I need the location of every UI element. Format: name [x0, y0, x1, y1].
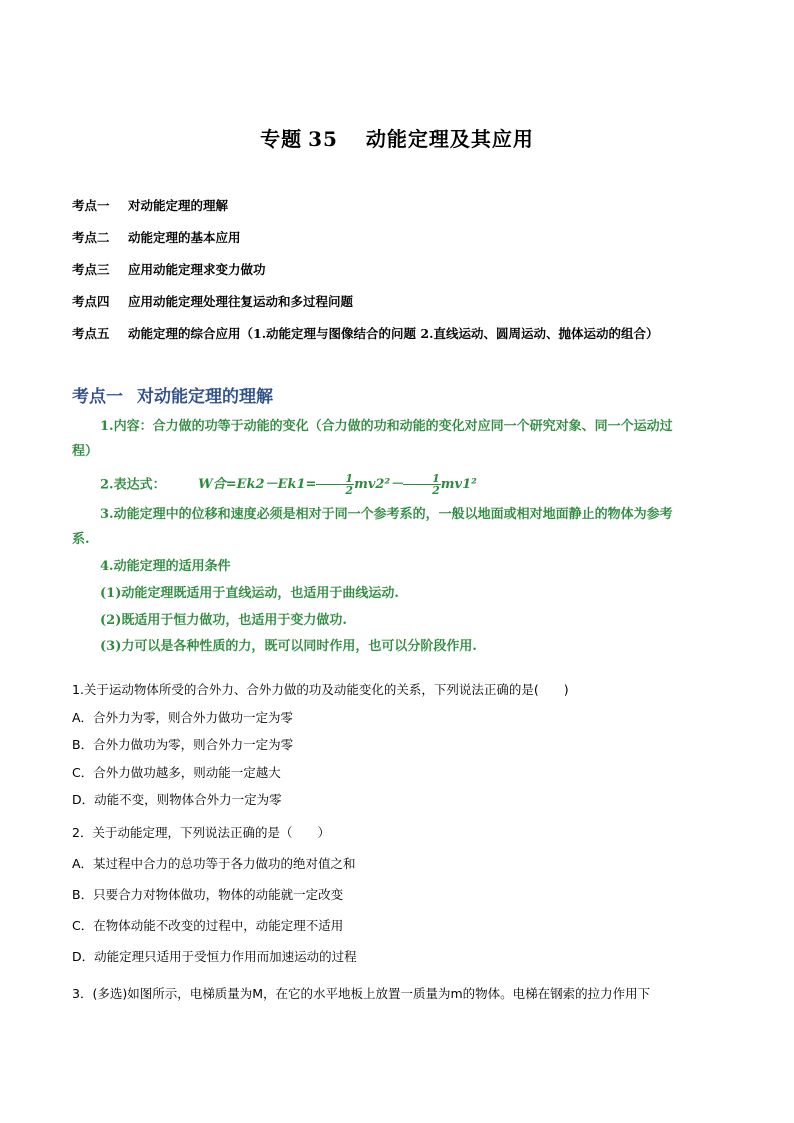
title-text: 动能定理及其应用 — [365, 127, 534, 151]
toc-item: 考点三 应用动能定理求变力做功 — [72, 262, 266, 277]
content-p3: 3.动能定理中的位移和速度必须是相对于同一个参考系的，一般以地面或相对地面静止的物体为参考 — [100, 507, 673, 522]
option-a: A．某过程中合力的总功等于各力做功的绝对值之和 — [72, 856, 356, 871]
toc-item: 考点四 应用动能定理处理往复运动和多过程问题 — [72, 294, 354, 309]
table-of-contents — [72, 196, 772, 356]
question-1 — [72, 676, 742, 814]
content-p4: 4.动能定理的适用条件 — [100, 559, 231, 574]
toc-item: 考点一 对动能定理的理解 — [72, 198, 229, 213]
question-2 — [72, 817, 742, 972]
content-p4-3: (3)力可以是各种性质的力，既可以同时作用，也可以分阶段作用. — [100, 639, 477, 654]
option-c: C．合外力做功越多，则动能一定越大 — [72, 764, 281, 780]
option-a: A．合外力为零，则合外力做功一定为零 — [72, 709, 294, 725]
kinetic-energy-formula: W合=Ek2－Ek1= $\frac{1}{2}$ mv2²－ $\frac{1}{2}$ mv1² — [198, 472, 477, 497]
content-block — [72, 414, 732, 661]
page-title — [0, 123, 794, 152]
option-d: D．动能不变，则物体合外力一定为零 — [72, 792, 282, 807]
option-b: B．只要合力对物体做功，物体的动能就一定改变 — [72, 887, 344, 902]
question-stem: 1.关于运动物体所受的合外力、合外力做的功及动能变化的关系，下列说法正确的是( ) — [72, 682, 569, 697]
toc-item: 考点二 动能定理的基本应用 — [72, 230, 241, 245]
question-stem: 3．(多选)如图所示，电梯质量为M，在它的水平地板上放置一质量为m的物体。电梯在钢索的拉力作用下 — [72, 986, 651, 1001]
content-p4-2: (2)既适用于恒力做功，也适用于变力做功. — [100, 612, 347, 628]
question-3 — [72, 980, 742, 1008]
option-b: B．合外力做功为零，则合外力一定为零 — [72, 737, 294, 752]
content-p2: 2.表达式： W合=Ek2－Ek1= $\frac{1}{2}$ mv2²－ $\frac{1}{2}$ mv1² — [72, 468, 732, 502]
content-p4-1: (1)动能定理既适用于直线运动，也适用于曲线运动. — [100, 586, 399, 601]
option-c: C．在物体动能不改变的过程中，动能定理不适用 — [72, 918, 344, 933]
content-p1-cont: 程） — [72, 444, 99, 459]
content-p3-cont: 系. — [72, 532, 90, 547]
content-p1: 1.内容：合力做的功等于动能的变化（合力做的功和动能的变化对应同一个研究对象、同一个运动过 — [100, 419, 673, 434]
option-d: D．动能定理只适用于受恒力作用而加速运动的过程 — [72, 949, 357, 964]
title-prefix: 专题 — [260, 127, 303, 151]
title-number: 35 — [308, 127, 338, 151]
question-stem: 2．关于动能定理，下列说法正确的是（ ） — [72, 825, 330, 840]
section-heading: 考点一 对动能定理的理解 — [72, 387, 273, 407]
toc-item: 考点五 动能定理的综合应用（1.动能定理与图像结合的问题 2.直线运动、圆周运动、抛体运动的组合） — [72, 326, 659, 341]
